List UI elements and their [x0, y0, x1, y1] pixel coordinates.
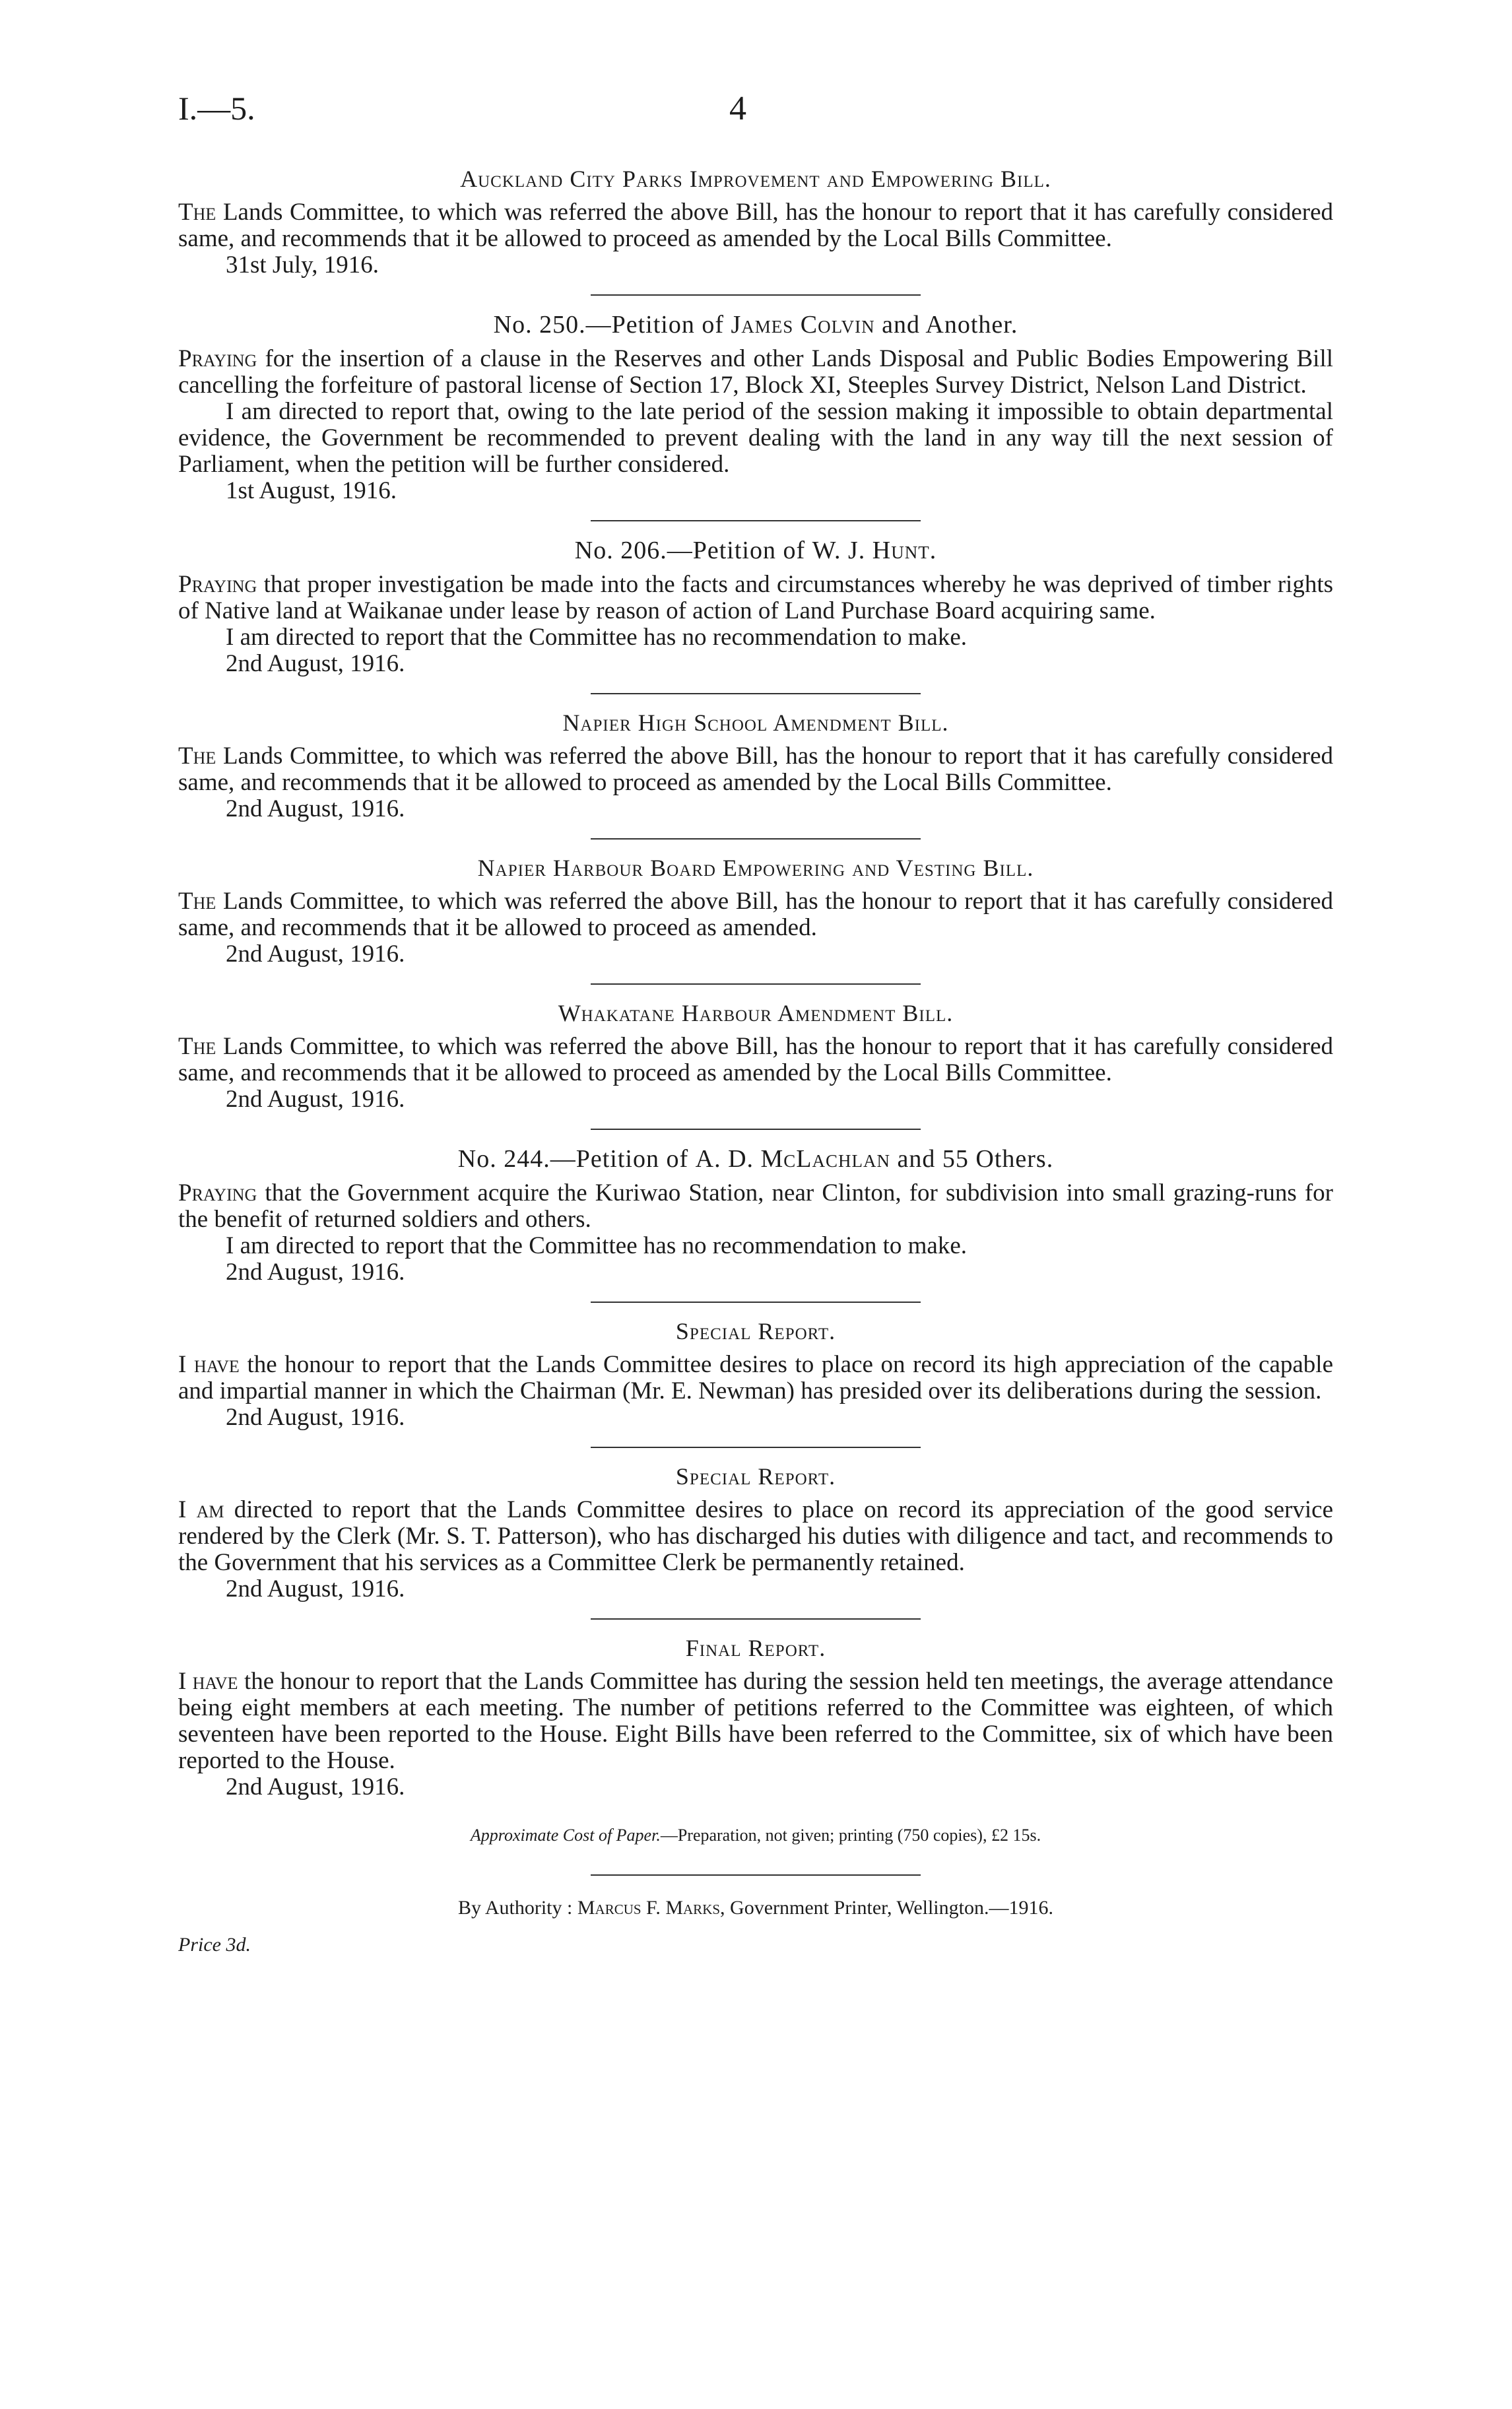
section-heading: Auckland City Parks Improvement and Empowering Bill. [460, 166, 1051, 192]
petitioner-name: James Colvin [731, 311, 875, 339]
section-divider [591, 838, 921, 840]
petitioner-name: W. J. Hunt [812, 537, 930, 564]
section-paragraph: I am directed to report that the Committee has no recommendation to make. [226, 1232, 968, 1259]
section-paragraph [178, 346, 1333, 399]
section-paragraph [178, 1497, 1333, 1576]
cost-label: Approximate Cost of Paper. [470, 1826, 661, 1845]
paragraph-text: Lands Committee, to which was referred the above Bill, has the honour to report that it has carefully considered same, and recommends that it be allowed to proceed as amended by the Local Bills Committee. [178, 199, 1333, 252]
section-napier-harbour-bill [178, 854, 1333, 968]
section-petition-250 [178, 310, 1333, 504]
heading-suffix: . [929, 537, 937, 564]
heading-prefix: No. 244.—Petition of [457, 1145, 696, 1173]
section-whakatane-harbour-bill [178, 999, 1333, 1113]
petitioner-name: A. D. McLachlan [695, 1145, 891, 1173]
lead-word: The [178, 742, 216, 770]
paragraph-text: directed to report that the Lands Committee desires to place on record its appreciation of the good service rendered by the Clerk (Mr. S. T. Patterson), who has discharged his duties with diligence and tact, and recommends to the Government that his services as a Committee Clerk be permanently retained. [178, 1496, 1333, 1576]
paragraph-text: the honour to report that the Lands Committee desires to place on record its high appreciation of the capable and impartial manner in which the Chairman (Mr. E. Newman) has presided over its deliberations during the session. [178, 1351, 1333, 1404]
section-paragraph [178, 743, 1333, 796]
section-divider [591, 1129, 921, 1130]
heading-prefix: No. 250.—Petition of [493, 311, 731, 339]
paragraph-text: Lands Committee, to which was referred the above Bill, has the honour to report that it has carefully considered same, and recommends that it be allowed to proceed as amended by the Local Bills Committee. [178, 1033, 1333, 1086]
section-date: 2nd August, 1916. [226, 1259, 405, 1286]
section-divider [591, 983, 921, 985]
lead-word: The [178, 199, 216, 226]
section-divider [591, 1302, 921, 1303]
section-paragraph [178, 199, 1333, 252]
section-date: 2nd August, 1916. [226, 795, 405, 822]
section-heading: Special Report. [675, 1463, 836, 1490]
section-paragraph [178, 572, 1333, 624]
lead-word: Praying [178, 1179, 257, 1206]
section-divider [591, 520, 921, 521]
cost-of-paper-note [178, 1826, 1333, 1845]
lead-word: The [178, 888, 216, 915]
section-date: 2nd August, 1916. [226, 1773, 405, 1800]
cost-text: —Preparation, not given; printing (750 copies), £2 15s. [660, 1826, 1041, 1845]
page-reference: I.—5. [178, 90, 255, 127]
authority-suffix: , Government Printer, Wellington.—1916. [720, 1897, 1053, 1919]
section-date: 2nd August, 1916. [226, 1086, 405, 1113]
section-heading: Napier High School Amendment Bill. [562, 710, 949, 736]
paragraph-text: the honour to report that the Lands Committee has during the session held ten meetings, the average attendance being eight members at each meeting. The number of petitions referred to the Committee was eighteen, of which seventeen have been reported to the House. Eight Bills have been referred to the Committee, six of which have been reported to the House. [178, 1668, 1334, 1774]
section-petition-244 [178, 1144, 1333, 1286]
section-date: 31st July, 1916. [226, 251, 379, 279]
section-paragraph: I am directed to report that the Committee has no recommendation to make. [226, 624, 968, 651]
paragraph-text: Lands Committee, to which was referred the above Bill, has the honour to report that it has carefully considered same, and recommends that it be allowed to proceed as amended. [178, 888, 1333, 941]
section-paragraph [178, 1352, 1333, 1404]
lead-word: Praying [178, 345, 257, 372]
section-divider [591, 1618, 921, 1620]
section-special-report-clerk [178, 1463, 1333, 1602]
lead-word: I am [178, 1496, 224, 1523]
printer-authority [178, 1897, 1333, 1919]
section-paragraph: I am directed to report that, owing to the late period of the session making it impossible to obtain departmental evidence, the Government be recommended to prevent dealing with the land in any way till the next session of Parliament, when the petition will be further considered. [178, 398, 1333, 478]
lead-word: I have [178, 1351, 240, 1378]
section-date: 2nd August, 1916. [226, 650, 405, 677]
heading-suffix: and 55 Others. [890, 1145, 1054, 1173]
document-body [178, 165, 1333, 1956]
heading-suffix: and Another. [874, 311, 1018, 339]
section-petition-206 [178, 536, 1333, 677]
section-divider [591, 1447, 921, 1448]
paragraph-text: Lands Committee, to which was referred the above Bill, has the honour to report that it has carefully considered same, and recommends that it be allowed to proceed as amended by the Local Bills Committee. [178, 742, 1333, 796]
section-auckland-parks-bill [178, 165, 1333, 279]
authority-prefix: By Authority : [458, 1897, 577, 1919]
lead-word: Praying [178, 571, 257, 598]
section-heading: Special Report. [675, 1318, 836, 1344]
section-heading: Whakatane Harbour Amendment Bill. [558, 1000, 954, 1026]
paragraph-text: that the Government acquire the Kuriwao Station, near Clinton, for subdivision into small grazing-runs for the benefit of returned soldiers and others. [178, 1179, 1333, 1233]
section-date: 2nd August, 1916. [226, 1575, 405, 1602]
section-date: 1st August, 1916. [226, 477, 397, 504]
section-heading [178, 536, 1333, 565]
footer-divider [591, 1874, 921, 1876]
section-heading [178, 1144, 1333, 1173]
section-heading: Final Report. [685, 1635, 826, 1661]
section-paragraph [178, 1180, 1333, 1233]
paragraph-text: for the insertion of a clause in the Reserves and other Lands Disposal and Public Bodies Empowering Bill cancelling the forfeiture of pastoral license of Section 17, Block XI, Steeples Survey District, Nelson Land District. [178, 345, 1334, 399]
paragraph-text: that proper investigation be made into the facts and circumstances whereby he was deprived of timber rights of Native land at Waikanae under lease by reason of action of Land Purchase Board acquiring same. [178, 571, 1334, 624]
section-divider [591, 294, 921, 296]
heading-prefix: No. 206.—Petition of [574, 537, 812, 564]
lead-word: The [178, 1033, 216, 1060]
section-date: 2nd August, 1916. [226, 1404, 405, 1431]
lead-word: I have [178, 1668, 238, 1695]
page-number: 4 [729, 90, 746, 127]
section-napier-high-school-bill [178, 709, 1333, 822]
price-label: Price 3d. [178, 1934, 251, 1956]
section-special-report-chairman [178, 1317, 1333, 1431]
printer-name: Marcus F. Marks [577, 1897, 721, 1919]
section-paragraph [178, 888, 1333, 941]
section-heading: Napier Harbour Board Empowering and Vesting Bill. [477, 855, 1034, 881]
section-heading [178, 310, 1333, 339]
section-paragraph [178, 1034, 1333, 1086]
section-paragraph [178, 1668, 1333, 1774]
section-final-report [178, 1634, 1333, 1800]
section-date: 2nd August, 1916. [226, 940, 405, 968]
section-divider [591, 693, 921, 694]
